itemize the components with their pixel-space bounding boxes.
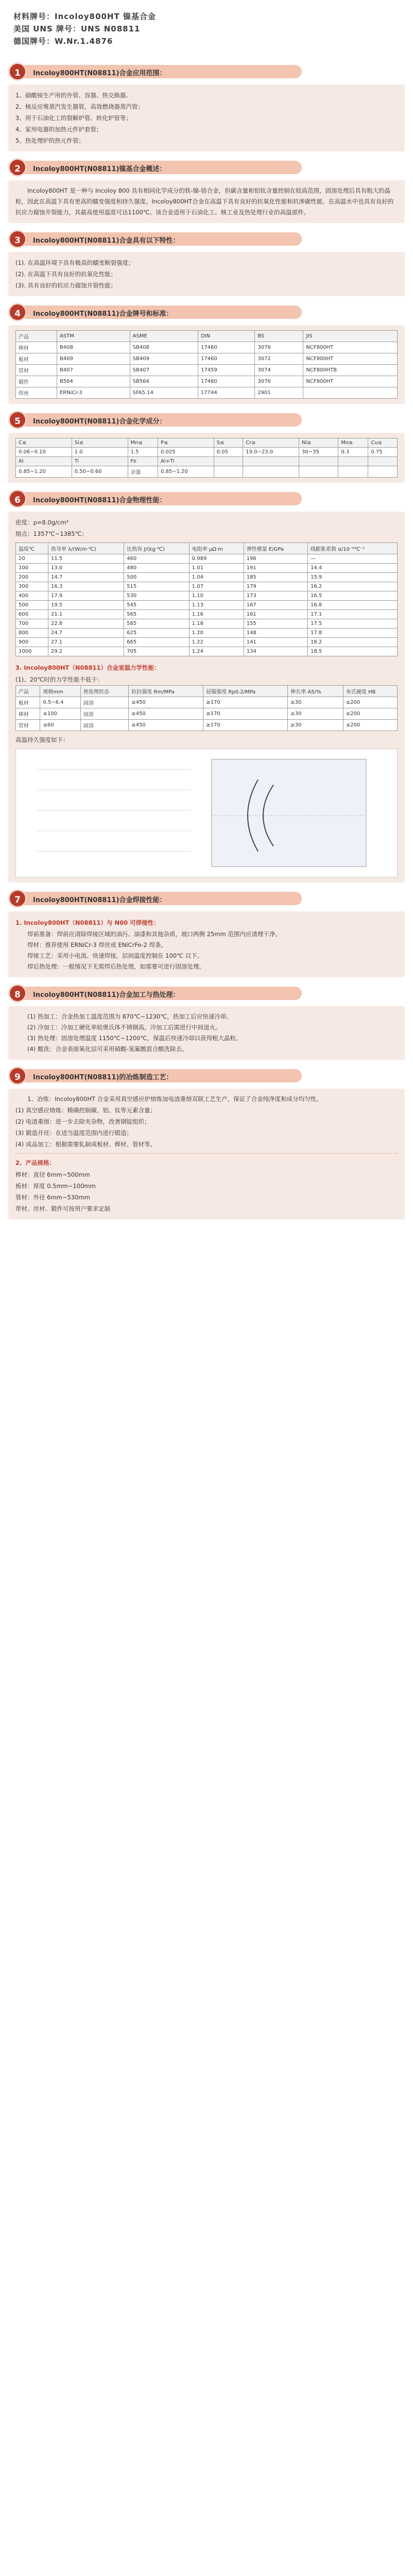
section-number: 5 <box>8 411 27 429</box>
paragraph: 焊前准备：焊前应清除焊接区域的油污、油漆和其他杂质，坡口两侧 25mm 范围内应清理干净。 <box>27 930 281 938</box>
table-row <box>16 629 398 638</box>
table-cell: 21.1 <box>48 610 124 619</box>
list-item: (3) 锻造开坯：在适当温度范围内进行锻造； <box>15 1129 132 1137</box>
table-cell: 0.3 <box>338 448 368 457</box>
table-row <box>16 720 398 731</box>
section-header <box>8 228 405 249</box>
table-cell: 565 <box>124 610 190 619</box>
list-item: (1) 真空感应熔炼：精确控制碳、铝、钛等元素含量； <box>15 1107 156 1114</box>
table-row <box>16 564 398 573</box>
table-cell: 0.85~1.20 <box>158 466 214 478</box>
table-cell: ≥170 <box>203 708 288 720</box>
table-cell: 0.025 <box>158 448 214 457</box>
table-row <box>16 708 398 720</box>
welding-title: 1. Incoloy800HT（N08811）与 N00 可焊接性： <box>15 919 160 926</box>
table-cell: 电阻率 μΩ·m <box>189 543 244 554</box>
section-header <box>8 888 405 908</box>
table-row <box>16 466 398 478</box>
section-number: 4 <box>8 303 27 321</box>
table-cell: JIS <box>303 331 398 342</box>
section-number: 1 <box>8 62 27 81</box>
standards-table <box>15 330 398 399</box>
table-cell: 17460 <box>198 353 254 365</box>
table-cell: 棒材 <box>16 342 57 353</box>
table-cell: 管材 <box>16 720 40 731</box>
table-cell: 167 <box>244 601 307 610</box>
table-cell: 棒材 <box>16 708 40 720</box>
bake-note: 高温持久强度如下： <box>15 736 69 743</box>
table-row <box>16 448 398 457</box>
table-cell: 480 <box>124 564 190 573</box>
table-cell: 0.50~0.60 <box>72 466 128 478</box>
table-cell: 600 <box>16 610 48 619</box>
mech-table <box>15 685 398 731</box>
table-cell: 3072 <box>255 353 303 365</box>
creep-diagram <box>15 749 398 877</box>
table-cell: Al+Ti <box>158 457 214 466</box>
table-cell: Cu≤ <box>368 438 398 448</box>
table-cell: C≤ <box>16 438 72 448</box>
table-cell <box>368 457 398 466</box>
header-line: 美国 UNS 牌号：UNS N08811 <box>13 24 141 33</box>
table-cell: 18.2 <box>307 638 397 647</box>
list-item: (4) 成品加工：根据需要轧制成板材、棒材、管材等。 <box>15 1141 156 1148</box>
table-cell: ≤200 <box>343 720 397 731</box>
list-item: (3). 具有良好的抗应力腐蚀开裂性能； <box>15 282 117 289</box>
section-header <box>8 61 405 81</box>
table-cell: 1.18 <box>189 619 244 629</box>
table-cell: Al <box>16 457 72 466</box>
table-cell: 管材 <box>16 365 57 376</box>
table-cell: 705 <box>124 647 190 656</box>
table-cell: 500 <box>16 601 48 610</box>
table-row <box>16 365 398 376</box>
table-cell: ≤60 <box>40 720 80 731</box>
table-cell: 0.85~1.20 <box>16 466 72 478</box>
table-row <box>16 573 398 582</box>
physical-box <box>8 512 405 883</box>
table-cell: 100 <box>16 564 48 573</box>
mech-note: (1)、20℃时的力学性能不低于： <box>15 676 104 683</box>
table-cell: ERNiCr-3 <box>57 387 130 399</box>
table-row <box>16 697 398 708</box>
table-cell: Cr≥ <box>243 438 299 448</box>
table-cell: 20 <box>16 554 48 564</box>
table-cell: 400 <box>16 591 48 601</box>
table-cell: 17459 <box>198 365 254 376</box>
table-cell: 3076 <box>255 342 303 353</box>
table-cell: 191 <box>244 564 307 573</box>
table-cell: 0.75 <box>368 448 398 457</box>
table-cell: SB409 <box>130 353 198 365</box>
features-box <box>8 252 405 296</box>
table-cell: ≤200 <box>343 697 397 708</box>
table-cell: 29.2 <box>48 647 124 656</box>
table-cell: 800 <box>16 629 48 638</box>
table-cell <box>214 466 243 478</box>
table-cell: 1.0 <box>72 448 128 457</box>
list-item: (2). 在高温下具有良好的抗氧化性能； <box>15 270 117 278</box>
table-cell: 16.2 <box>307 582 397 591</box>
table-cell: SFA5.14 <box>130 387 198 399</box>
table-cell: 18.5 <box>307 647 397 656</box>
section-title: Incoloy800HT(N08811)合金加工与热处理： <box>33 991 180 999</box>
table-header-row <box>16 438 398 448</box>
mech-title: 3. Incoloy800HT（N08811）合金室温力学性能： <box>15 664 160 671</box>
table-row <box>16 342 398 353</box>
section-number: 9 <box>8 1066 27 1085</box>
processing-box <box>8 1006 405 1060</box>
table-cell: 500 <box>124 573 190 582</box>
table-cell: 17.1 <box>307 610 397 619</box>
table-cell: 585 <box>124 619 190 629</box>
table-cell: S≤ <box>214 438 243 448</box>
table-cell: 22.8 <box>48 619 124 629</box>
table-cell: 1.13 <box>189 601 244 610</box>
table-cell: 1.5 <box>128 448 158 457</box>
table-cell: 185 <box>244 573 307 582</box>
table-cell: 比热容 J/(kg·℃) <box>124 543 190 554</box>
table-cell: ASME <box>130 331 198 342</box>
section-number: 8 <box>8 984 27 1003</box>
table-cell: 30~35 <box>299 448 338 457</box>
section-title: Incoloy800HT(N08811)合金具有以下特性： <box>33 237 180 245</box>
table-cell: 1000 <box>16 647 48 656</box>
table-cell: 产品 <box>16 331 57 342</box>
table-cell: ≥170 <box>203 720 288 731</box>
table-cell: 线膨胀系数 α/10⁻⁶℃⁻¹ <box>307 543 397 554</box>
table-cell: 规格mm <box>40 686 80 697</box>
applications-box <box>8 84 405 151</box>
table-cell: 900 <box>16 638 48 647</box>
table-cell: 200 <box>16 573 48 582</box>
table-cell: Fe <box>128 457 158 466</box>
table-row <box>16 554 398 564</box>
overview-box <box>8 180 405 223</box>
table-cell: 16.8 <box>307 601 397 610</box>
header-line: 材料牌号：Incoloy800HT 镍基合金 <box>13 12 157 21</box>
paragraph: 1、冶炼：Incoloy800HT 合金采用真空感应炉熔炼加电渣重熔双联工艺生产，保证了合金纯净度和成分均匀性。 <box>27 1095 322 1103</box>
table-cell <box>214 457 243 466</box>
table-cell: ≥170 <box>203 697 288 708</box>
table-cell: ≤100 <box>40 708 80 720</box>
table-cell: 134 <box>244 647 307 656</box>
section-number: 7 <box>8 889 27 908</box>
table-cell: 17.9 <box>48 591 124 601</box>
table-cell: 161 <box>244 610 307 619</box>
table-cell: 锻件 <box>16 376 57 387</box>
table-cell <box>338 466 368 478</box>
paragraph: 焊材：推荐使用 ERNiCr-3 焊丝或 ENiCrFe-2 焊条。 <box>27 941 167 948</box>
table-cell: 196 <box>244 554 307 564</box>
table-cell: 545 <box>124 601 190 610</box>
table-cell: 1.24 <box>189 647 244 656</box>
header-info <box>6 9 407 57</box>
table-cell: ≥450 <box>129 697 203 708</box>
table-cell: 板材 <box>16 697 40 708</box>
table-cell: B407 <box>57 365 130 376</box>
section-title: Incoloy800HT(N08811)合金物理性能： <box>33 497 166 504</box>
table-cell: 1.22 <box>189 638 244 647</box>
table-cell <box>303 387 398 399</box>
chem-table <box>15 438 398 478</box>
table-cell: 19.0~23.0 <box>243 448 299 457</box>
chem-box <box>8 433 405 483</box>
table-cell: 0.05 <box>214 448 243 457</box>
table-cell: Mo≥ <box>338 438 368 448</box>
table-row <box>16 591 398 601</box>
table-cell <box>243 466 299 478</box>
table-cell: 固溶 <box>80 720 128 731</box>
table-cell: 固溶 <box>80 708 128 720</box>
table-cell: 625 <box>124 629 190 638</box>
table-cell: SB407 <box>130 365 198 376</box>
welding-box <box>8 911 405 977</box>
table-cell: 3076 <box>255 376 303 387</box>
table-cell: ≥30 <box>288 720 343 731</box>
table-row <box>16 601 398 610</box>
table-cell: BS <box>255 331 303 342</box>
section-title: Incoloy800HT(N08811)镍基合金概述： <box>33 165 166 173</box>
table-cell <box>299 466 338 478</box>
density-text: 密度：ρ=8.0g/cm³ <box>15 519 69 526</box>
table-cell: 460 <box>124 554 190 564</box>
table-cell: 1.20 <box>189 629 244 638</box>
table-cell: 14.7 <box>48 573 124 582</box>
table-cell: B408 <box>57 342 130 353</box>
table-cell: NCF800HT <box>303 353 398 365</box>
table-cell: ASTM <box>57 331 130 342</box>
table-cell: — <box>307 554 397 564</box>
list-item: 3、用于石油化工的裂解炉管、转化炉管等； <box>15 114 132 122</box>
paragraph: (3) 热处理：固溶处理温度 1150℃~1200℃，保温后快速冷却以获得粗大晶粒。 <box>27 1035 242 1042</box>
table-cell: 温度℃ <box>16 543 48 554</box>
section-number: 3 <box>8 230 27 248</box>
table-cell: 13.0 <box>48 564 124 573</box>
table-cell: ≤200 <box>343 708 397 720</box>
section-title: Incoloy800HT(N08811)合金牌号和标准： <box>33 310 173 318</box>
table-row <box>16 387 398 399</box>
table-header-row <box>16 457 398 466</box>
list-item: 2、核反应堆蒸汽发生器管，高效燃烧器蒸汽管； <box>15 103 144 110</box>
list-item: 带材、丝材、锻件可按用户要求定制 <box>15 1205 110 1212</box>
table-cell: Mn≤ <box>128 438 158 448</box>
overview-text: Incoloy800HT 是一种与 Incoloy 800 具有相同化学成分的铁-镍-铬合金，但碳含量和铝钛含量控制在较高范围，固溶处理后具有粗大的晶粒，因此在高温下具有更高的蠕变强度和持久强度。Incoloy800HT合金在高温下具有良好的抗氧化性能和抗渗碳性能，在高温水中也具有良好的抗应力腐蚀开裂能力，其最高使用温度可达1100℃。该合金适用于石油化工、核工业及热处理行业的高温部件。 <box>15 187 394 216</box>
table-cell: 11.5 <box>48 554 124 564</box>
table-cell: 700 <box>16 619 48 629</box>
table-cell: 0.5~6.4 <box>40 697 80 708</box>
table-cell: ≥450 <box>129 708 203 720</box>
table-cell: 155 <box>244 619 307 629</box>
table-cell: 530 <box>124 591 190 601</box>
table-cell: 余量 <box>128 466 158 478</box>
table-cell: 热处理状态 <box>80 686 128 697</box>
table-cell: 热导率 λ/(W/m·℃) <box>48 543 124 554</box>
table-cell: 17.8 <box>307 629 397 638</box>
table-row <box>16 619 398 629</box>
table-cell: B409 <box>57 353 130 365</box>
section-title: Incoloy800HT(N08811)的冶炼制造工艺： <box>33 1074 173 1081</box>
table-row <box>16 638 398 647</box>
list-item: 板材：厚度 0.5mm~100mm <box>15 1182 96 1190</box>
table-cell: 固溶 <box>80 697 128 708</box>
table-cell: 布氏硬度 HB <box>343 686 397 697</box>
table-cell: 1.10 <box>189 591 244 601</box>
header-line: 德国牌号：W.Nr.1.4876 <box>13 37 113 46</box>
table-cell: 15.9 <box>307 573 397 582</box>
table-cell: 抗拉强度 Rm/MPa <box>129 686 203 697</box>
table-cell: 17460 <box>198 342 254 353</box>
table-header-row <box>16 686 398 697</box>
table-cell: 16.3 <box>48 582 124 591</box>
list-item: 管材：外径 6mm~530mm <box>15 1194 90 1201</box>
section-title: Incoloy800HT(N08811)合金化学成分： <box>33 418 166 426</box>
table-cell: NCF800HT <box>303 342 398 353</box>
table-cell: 焊丝 <box>16 387 57 399</box>
table-cell: 24.7 <box>48 629 124 638</box>
table-cell: 14.4 <box>307 564 397 573</box>
table-cell: 27.1 <box>48 638 124 647</box>
table-cell: Si≤ <box>72 438 128 448</box>
table-cell: 弹性模量 E/GPa <box>244 543 307 554</box>
section-header <box>8 982 405 1003</box>
section-number: 2 <box>8 158 27 177</box>
table-cell: SB408 <box>130 342 198 353</box>
final-title: 2、产品规格： <box>15 1159 56 1166</box>
table-cell: ≥30 <box>288 697 343 708</box>
table-cell: ≥30 <box>288 708 343 720</box>
table-cell: 19.5 <box>48 601 124 610</box>
list-item: 棒材：直径 6mm~500mm <box>15 1171 90 1178</box>
section-title: Incoloy800HT(N08811)合金焊接性能： <box>33 896 166 904</box>
table-cell <box>299 457 338 466</box>
table-cell: 16.5 <box>307 591 397 601</box>
list-item: (2) 电渣重熔：进一步去除夹杂物，改善钢锭组织； <box>15 1118 150 1125</box>
table-cell: NCF800HTB <box>303 365 398 376</box>
table-row <box>16 610 398 619</box>
table-cell: 板材 <box>16 353 57 365</box>
table-cell: 屈服强度 Rp0.2/MPa <box>203 686 288 697</box>
table-cell: 148 <box>244 629 307 638</box>
table-cell: 665 <box>124 638 190 647</box>
table-cell: 17744 <box>198 387 254 399</box>
list-item: 1、硝酸铵生产用的外管、容器、热交换器、 <box>15 92 132 99</box>
table-row <box>16 376 398 387</box>
table-cell: 17460 <box>198 376 254 387</box>
table-cell: 0.989 <box>189 554 244 564</box>
section-header <box>8 488 405 509</box>
table-cell: 3074 <box>255 365 303 376</box>
paragraph: (1) 热加工：合金热加工温度范围为 870℃~1230℃，热加工后应快速冷却。 <box>27 1013 232 1020</box>
table-cell: 1.04 <box>189 573 244 582</box>
smelting-box <box>8 1089 405 1219</box>
list-item: (1). 在高温环境下具有极高的蠕变断裂强度； <box>15 259 134 266</box>
section-title: Incoloy800HT(N08811)合金应用范围： <box>33 70 166 77</box>
list-item: 4、家用电器的加热元件护套管； <box>15 126 102 133</box>
table-cell: 1.01 <box>189 564 244 573</box>
table-cell: 17.5 <box>307 619 397 629</box>
section-header <box>8 1065 405 1086</box>
section-header <box>8 301 405 322</box>
standards-box <box>8 325 405 404</box>
table-cell: 173 <box>244 591 307 601</box>
table-cell: 1.16 <box>189 610 244 619</box>
paragraph: (4) 酸洗：合金表面氧化层可采用硝酸-氢氟酸混合酸洗除去。 <box>27 1045 188 1053</box>
paragraph: 焊接工艺：采用小电流、快速焊接，层间温度控制在 100℃ 以下。 <box>27 952 203 959</box>
table-row <box>16 353 398 365</box>
table-cell: 0.06~0.10 <box>16 448 72 457</box>
list-item: 5、热处理炉的热元件管； <box>15 137 84 144</box>
table-cell: SB564 <box>130 376 198 387</box>
table-cell: ≥450 <box>129 720 203 731</box>
table-cell: P≤ <box>158 438 214 448</box>
table-row <box>16 582 398 591</box>
table-cell: DIN <box>198 331 254 342</box>
table-cell: 1.07 <box>189 582 244 591</box>
table-cell: Ti <box>72 457 128 466</box>
paragraph: (2) 冷加工：冷加工硬化率较奥氏体不锈钢高，冷加工后需进行中间退火。 <box>27 1024 221 1031</box>
table-cell <box>368 466 398 478</box>
table-row <box>16 647 398 656</box>
section-header <box>8 409 405 430</box>
table-header-row <box>16 331 398 342</box>
section-number: 6 <box>8 489 27 508</box>
table-cell: 179 <box>244 582 307 591</box>
table-cell <box>243 457 299 466</box>
table-cell: NCF800HT <box>303 376 398 387</box>
table-cell: 产品 <box>16 686 40 697</box>
table-cell: Ni≥ <box>299 438 338 448</box>
table-header-row <box>16 543 398 554</box>
table-cell: 300 <box>16 582 48 591</box>
paragraph: 焊后热处理：一般情况下无需焊后热处理，如需要可进行固溶处理。 <box>27 963 205 970</box>
table-cell: 141 <box>244 638 307 647</box>
creep-svg <box>16 749 397 877</box>
section-header <box>8 157 405 177</box>
table-cell <box>338 457 368 466</box>
physical-table <box>15 543 398 656</box>
table-cell: 515 <box>124 582 190 591</box>
melting-text: 熔点：1357℃~1385℃； <box>15 530 88 537</box>
table-cell: B564 <box>57 376 130 387</box>
table-cell: 伸长率 A5/% <box>288 686 343 697</box>
table-cell: 2901 <box>255 387 303 399</box>
